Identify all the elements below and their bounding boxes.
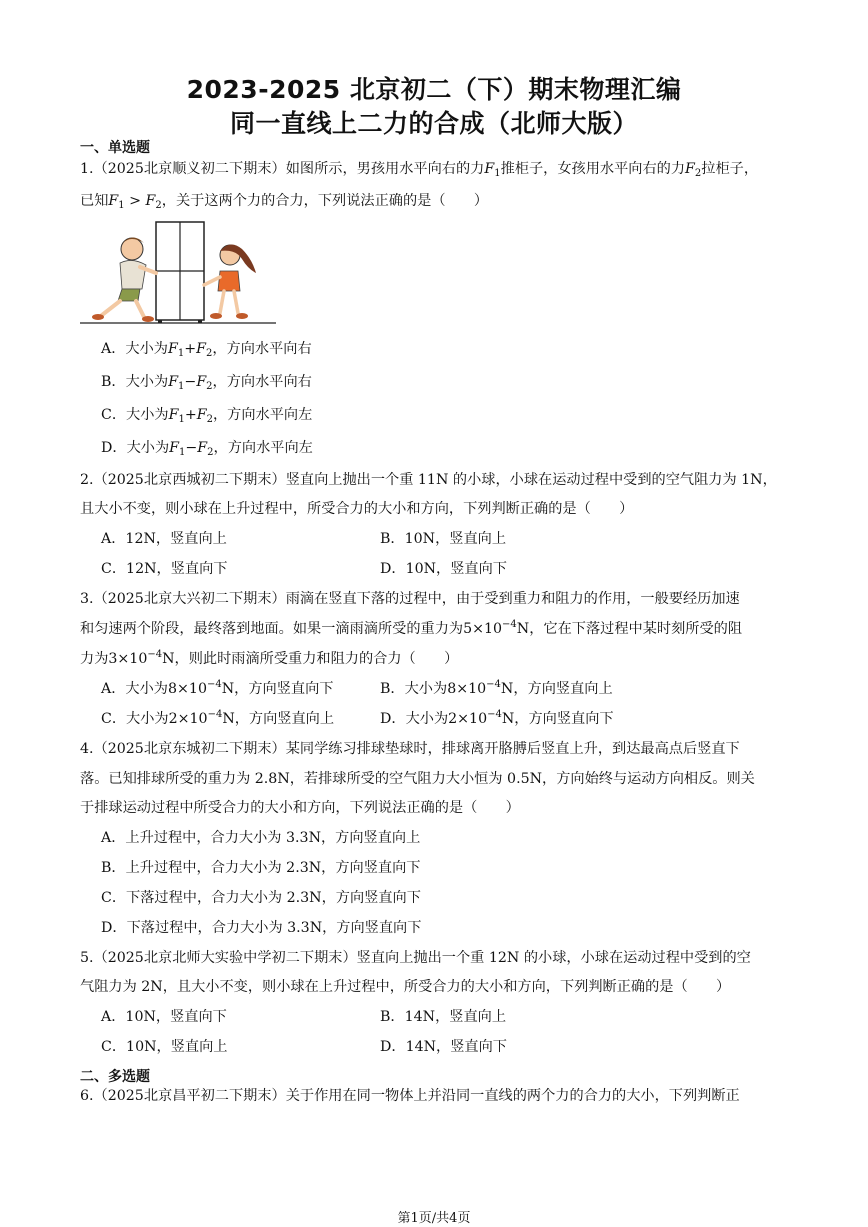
- q1-line2: 已知$F_1 > F_2$，关于这两个力的合力，下列说法正确的是（ ）: [80, 193, 489, 211]
- q1-option-c[interactable]: C．大小为$F_1+F_2$，方向水平向左: [101, 407, 313, 425]
- doc-title-line1: 2023-2025 北京初二（下）期末物理汇编: [186, 75, 682, 104]
- q5-option-c[interactable]: C．10N，竖直向上: [101, 1039, 228, 1055]
- q2-line1: 2.（2025北京西城初二下期末）竖直向上抛出一个重 11N 的小球，小球在运动过程中受到的空气阻力为 1N，: [80, 472, 777, 488]
- q5-option-a[interactable]: A．10N，竖直向下: [101, 1009, 227, 1025]
- q3-option-d[interactable]: D．大小为$2\times 10^{-4}N$，方向竖直向下: [380, 709, 614, 727]
- q2-option-a[interactable]: A．12N，竖直向上: [101, 531, 227, 547]
- q4-option-c[interactable]: C．下落过程中，合力大小为 2.3N，方向竖直向下: [101, 890, 421, 906]
- q3-option-b[interactable]: B．大小为$8\times 10^{-4}N$，方向竖直向上: [380, 679, 613, 697]
- q3-line1: 3.（2025北京大兴初二下期末）雨滴在竖直下落的过程中，由于受到重力和阻力的作用，一般要经历加速: [80, 591, 740, 607]
- q1-option-b[interactable]: B．大小为$F_1-F_2$，方向水平向右: [101, 374, 312, 392]
- q1-option-a[interactable]: A．大小为$F_1+F_2$，方向水平向右: [101, 341, 312, 359]
- q4-option-d[interactable]: D．下落过程中，合力大小为 3.3N，方向竖直向下: [101, 920, 422, 936]
- q4-option-a[interactable]: A．上升过程中，合力大小为 3.3N，方向竖直向上: [101, 830, 421, 846]
- q5-line2: 气阻力为 2N，且大小不变，则小球在上升过程中，所受合力的大小和方向，下列判断正确的是（ ）: [80, 979, 731, 995]
- q3-option-a[interactable]: A．大小为$8\times 10^{-4}N$，方向竖直向下: [101, 679, 334, 697]
- section-heading-multiple-choice: 二、多选题: [80, 1069, 150, 1085]
- boy-girl-cabinet-illustration: [80, 219, 280, 329]
- q4-line3: 于排球运动过程中所受合力的大小和方向，下列说法正确的是（ ）: [80, 800, 520, 816]
- q2-line2: 且大小不变，则小球在上升过程中，所受合力的大小和方向，下列判断正确的是（ ）: [80, 501, 634, 517]
- section-heading-single-choice: 一、单选题: [80, 140, 150, 156]
- q6-line1: 6.（2025北京昌平初二下期末）关于作用在同一物体上并沿同一直线的两个力的合力的大小，下列判断正: [80, 1088, 740, 1104]
- doc-title-line2: 同一直线上二力的合成（北师大版）: [229, 109, 638, 138]
- q3-line3: 力为$3\times 10^{-4}N$，则此时雨滴所受重力和阻力的合力（ ）: [80, 649, 459, 667]
- page-footer: 第1页/共4页: [397, 1211, 471, 1226]
- q4-line1: 4.（2025北京东城初二下期末）某同学练习排球垫球时，排球离开胳膊后竖直上升，到达最高点后竖直下: [80, 741, 740, 757]
- q5-line1: 5.（2025北京北师大实验中学初二下期末）竖直向上抛出一个重 12N 的小球，小球在运动过程中受到的空: [80, 950, 751, 966]
- q2-option-c[interactable]: C．12N，竖直向下: [101, 561, 228, 577]
- q3-line2: 和匀速两个阶段，最终落到地面。如果一滴雨滴所受的重力为$5\times 10^{-4}N$，它在下落过程中某时刻所受的阻: [80, 619, 743, 637]
- q3-option-c[interactable]: C．大小为$2\times 10^{-4}N$，方向竖直向上: [101, 709, 335, 727]
- q1-line1: 1.（2025北京顺义初二下期末）如图所示，男孩用水平向右的力$F_1$推柜子，女孩用水平向右的力$F_2$拉柜子，: [80, 161, 759, 179]
- q5-option-d[interactable]: D．14N，竖直向下: [380, 1039, 507, 1055]
- q4-option-b[interactable]: B．上升过程中，合力大小为 2.3N，方向竖直向下: [101, 860, 421, 876]
- q2-option-d[interactable]: D．10N，竖直向下: [380, 561, 507, 577]
- q5-option-b[interactable]: B．14N，竖直向上: [380, 1009, 507, 1025]
- q1-option-d[interactable]: D．大小为$F_1-F_2$，方向水平向左: [101, 440, 313, 458]
- q4-line2: 落。已知排球所受的重力为 2.8N，若排球所受的空气阻力大小恒为 0.5N，方向始终与运动方向相反。则关: [80, 771, 755, 787]
- q2-option-b[interactable]: B．10N，竖直向上: [380, 531, 507, 547]
